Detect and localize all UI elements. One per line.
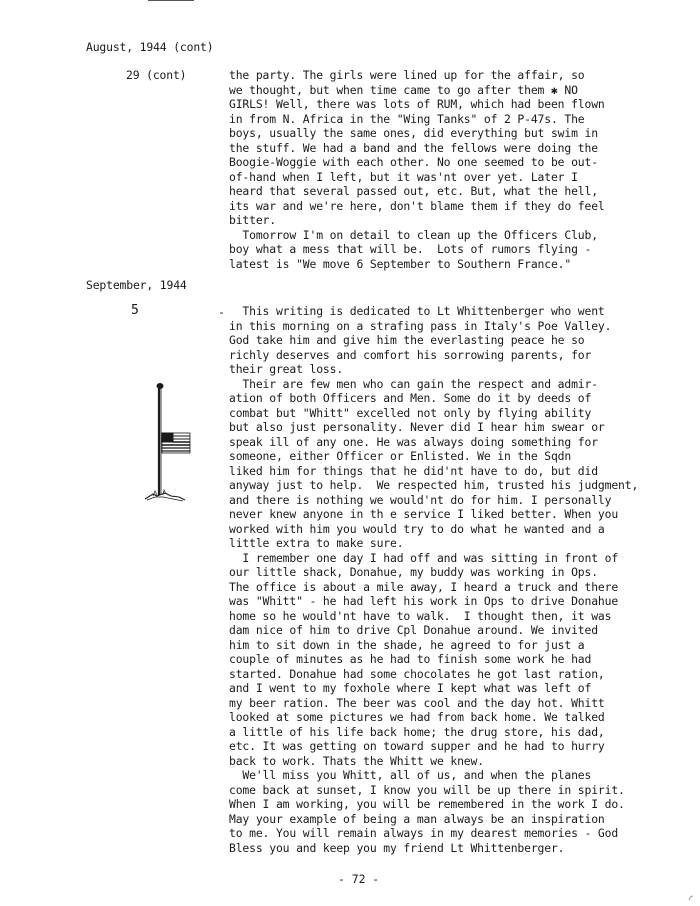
text-line: dam nice of him to drive Cpl Donahue around. We invited [229,623,598,637]
text-line: our little shack, Donahue, my buddy was working in Ops. [229,565,598,579]
text-line: to me. You will remain always in my dearest memories - God [229,826,619,840]
text-line: and there is nothing we would'nt do for him. I personally [229,492,612,507]
entry-5-dash: - [218,305,225,319]
text-line: the party. The girls were lined up for the affair, so [229,68,585,82]
text-line: but also just personality. Never did I hear him swear or [229,420,605,434]
text-line: May your example of being a man always be an inspiration [229,811,605,826]
entry-29-date: 29 (cont) [126,68,187,82]
text-line: GIRLS! Well, there was lots of RUM, which had been flown [229,97,605,111]
text-line: speak ill of any one. He was always doing something for [229,434,598,449]
text-line: latest is "We move 6 September to Southern France." [229,256,572,271]
text-line: home so he would'nt have to walk. I thought then, it was [229,608,612,623]
text-line: bitter. [229,213,276,227]
september-heading: September, 1944 [86,278,187,292]
text-line: boy what a mess that will be. Lots of rumors flying - [229,242,592,256]
text-line: little extra to make sure. [229,536,404,550]
text-line: the stuff. We had a band and the fellows were doing the [229,140,598,155]
text-line: a little of his life back home; the drug store, his dad, [229,724,605,739]
text-line: liked him for things that he did'nt have to do, but did [229,463,598,478]
text-line: heard that several passed out, etc. But, what the hell, [229,184,598,198]
text-line: him to sit down in the shade, he agreed to for just a [229,637,585,652]
text-line: started. Donahue had some chocolates he got last ration, [229,666,605,681]
text-line: boys, usually the same ones, did everything but swim in [229,126,598,140]
half-mast-flag-icon [143,383,199,513]
text-line: worked with him you would try to do what he wanted and a [229,521,605,536]
text-line: never knew anyone in th e service I liked better. When you [229,507,619,521]
text-line: couple of minutes as he had to finish some work he had [229,652,592,666]
text-line: Their are few men who can gain the respect and admir- [229,376,598,391]
text-line: The office is about a mile away, I heard a truck and there [229,579,619,594]
text-line: in from N. Africa in the "Wing Tanks" of 2 P-47s. The [229,111,585,126]
text-line: I remember one day I had off and was sitting in front of [229,550,619,565]
text-line: of-hand when I left, but it was'nt over yet. Later I [229,169,578,184]
august-heading: August, 1944 (cont) [86,40,214,54]
text-line: come back at sunset, I know you will be up there in spirit. [229,782,625,797]
text-line: This writing is dedicated to Lt Whittenberger who went [229,304,605,318]
text-line: Tomorrow I'm on detail to clean up the Officers Club, [229,227,598,242]
text-line: richly deserves and comfort his sorrowing parents, for [229,347,592,362]
page-number: - 72 - [338,872,380,886]
text-line: its war and we're here, don't blame them if they do feel [229,198,605,213]
text-line: God take him and give him the everlasting peace he so [229,333,585,347]
text-line: their great loss. [229,362,344,376]
text-line: looked at some pictures we had from back home. We talked [229,710,605,724]
text-line: we thought, but when time came to go after them ✱ NO [229,82,578,97]
text-line: We'll miss you Whitt, all of us, and when the planes [229,768,592,782]
text-line: When I am working, you will be remembered in the work I do. [229,797,625,811]
corner-mark [688,895,694,901]
text-line: in this morning on a strafing pass in Italy's Poe Valley. [229,318,612,333]
text-line: someone, either Officer or Enlisted. We in the Sqdn [229,449,572,463]
text-line: Boogie-Woggie with each other. No one seemed to be out- [229,155,598,169]
text-line: etc. It was getting on toward supper and he had to hurry [229,739,605,753]
top-edge-line [148,0,194,1]
text-line: my beer ration. The beer was cool and the day hot. Whitt [229,695,605,710]
text-line: ation of both Officers and Men. Some do it by deeds of [229,391,592,405]
text-line: Bless you and keep you my friend Lt Whittenberger. [229,840,565,855]
text-line: and I went to my foxhole where I kept what was left of [229,681,592,695]
text-line: anyway just to help. We respected him, trusted his judgment, [229,478,639,492]
entry-5-date: 5 [131,303,139,318]
text-line: back to work. Thats the Whitt we knew. [229,753,484,768]
text-line: combat but "Whitt" excelled not only by flying ability [229,405,592,420]
text-line: was "Whitt" - he had left his work in Ops to drive Donahue [229,594,619,608]
